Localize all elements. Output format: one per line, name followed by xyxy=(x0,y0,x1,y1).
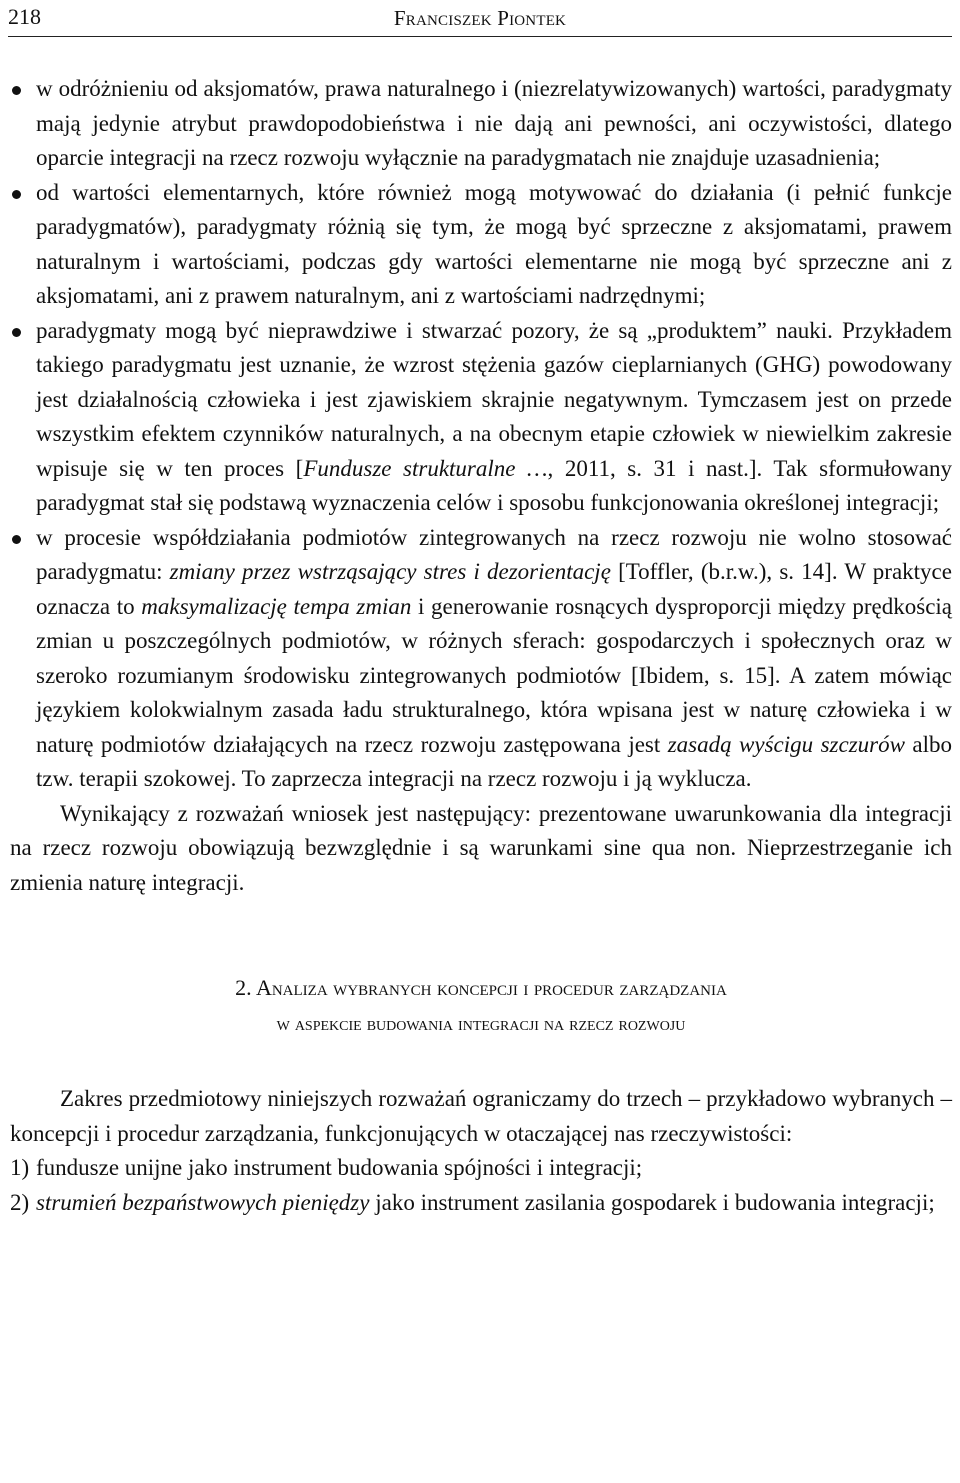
emphasis-text: maksymalizację tempa zmian xyxy=(141,593,412,619)
numbered-list xyxy=(10,1151,952,1220)
bullet-text: w procesie współdziałania podmiotów zintegrowanych na rzecz rozwoju nie wolno stosować paradygmatu: xyxy=(36,524,952,584)
list-text: jako instrument zasilania gospodarek i budowania integracji; xyxy=(369,1189,935,1215)
citation-title: Fundusze strukturalne … xyxy=(303,455,548,481)
bullet-text: w odróżnieniu od aksjomatów, prawa naturalnego i (niezrelatywizowanych) wartości, paradygmaty mają jedynie atrybut prawdopodobieństwa i nie dają ani pewności, ani oczywistości, dlatego oparcie integracji na rzecz rozwoju wyłącznie na paradygmatach nie znajduje uzasadnienia; xyxy=(36,76,952,170)
bullet-icon xyxy=(12,328,21,337)
conclusion-paragraph: Wynikający z rozważań wniosek jest następujący: prezentowane uwarunkowania dla integracji na rzecz rozwoju obowiązują bezwzględnie i są warunkami sine qua non. Nieprzestrzeganie ich zmienia naturę integracji. xyxy=(10,800,952,895)
emphasis-text: zmiany przez wstrząsający stres i dezorientację xyxy=(169,559,611,584)
list-item xyxy=(10,176,952,314)
page-body xyxy=(10,72,952,1220)
page-header xyxy=(8,0,952,37)
list-text: fundusze unijne jako instrument budowania spójności i integracji; xyxy=(36,1155,643,1180)
section-number: 2. xyxy=(235,975,252,1000)
bullet-text: [Toffler, (b.r.w.), s. 14]. W praktyce oznacza to xyxy=(36,559,952,619)
list-item xyxy=(10,72,952,176)
running-head: Franciszek Piontek xyxy=(393,6,567,30)
list-item xyxy=(10,314,952,521)
bullet-text: i generowanie rosnących dysproporcji między prędkością zmian u poszczególnych podmiotów, w różnych sferach: gospodarczych i społecznych oraz w szeroko rozumianym środowisku zintegrowanych podmiotów [Ibidem, s. 15]. A zatem mówiąc językiem kolokwialnym zasada ładu strukturalnego, która wpisana jest w naturę człowieka i w naturę podmiotów działających na rzecz rozwoju zastępowana jest xyxy=(36,593,952,757)
emphasis-text: strumień bezpaństwowych pieniędzy xyxy=(36,1189,370,1215)
bullet-text: od wartości elementarnych, które również mogą motywować do działania (i pełnić funkcje paradygmatów), paradygmaty różnią się tym, że mogą być sprzeczne z aksjomatami, prawem naturalnym i wartościami, podczas gdy wartości elementarne nie mogą być sprzeczne ani z aksjomatami, ani z prawem naturalnym, ani z wartościami nadrzędnymi; xyxy=(36,179,952,308)
bullet-icon xyxy=(12,86,21,95)
list-number: 2) xyxy=(10,1189,30,1215)
bullet-text: paradygmaty mogą być nieprawdziwe i stwarzać pozory, że są „produktem” nauki. Przykładem takiego paradygmatu jest uznanie, że wzrost stężenia gazów cieplarnianych (GHG) powodowany jest działalnością człowieka i jest zjawiskiem skrajnie negatywnym. Tymczasem jest on przede wszystkim efektem czynników naturalnych, a na obecnym etapie człowiek w niewielkim zakresie wpisuje się w ten proces [ xyxy=(36,317,952,481)
bullet-text: , 2011, s. 31 i nast.]. Tak sformułowany paradygmat stał się podstawą wyznaczenia celów i sposobu funkcjonowania określonej integracji; xyxy=(36,455,952,515)
list-item xyxy=(10,1151,952,1186)
page-number: 218 xyxy=(8,4,41,29)
bullet-list xyxy=(10,72,952,797)
bullet-text: albo tzw. terapii szokowej. To zaprzecza integracji na rzecz rozwoju i ją wyklucza. xyxy=(36,731,953,791)
bullet-icon xyxy=(12,535,21,544)
list-item xyxy=(10,1186,952,1221)
section-heading xyxy=(10,970,952,1042)
list-item xyxy=(10,521,952,797)
list-number: 1) xyxy=(10,1155,30,1180)
section-title-line1: Analiza wybranych koncepcji i procedur zarządzania xyxy=(255,975,727,1000)
section-title-line2: w aspekcie budowania integracji na rzecz rozwoju xyxy=(276,1013,686,1035)
bullet-icon xyxy=(12,190,21,199)
emphasis-text: zasadą wyścigu szczurów xyxy=(667,731,905,757)
intro-paragraph: Zakres przedmiotowy niniejszych rozważań ograniczamy do trzech – przykładowo wybranych – koncepcji i procedur zarządzania, funkcjonujących w otaczającej nas rzeczywistości: xyxy=(10,1086,952,1146)
